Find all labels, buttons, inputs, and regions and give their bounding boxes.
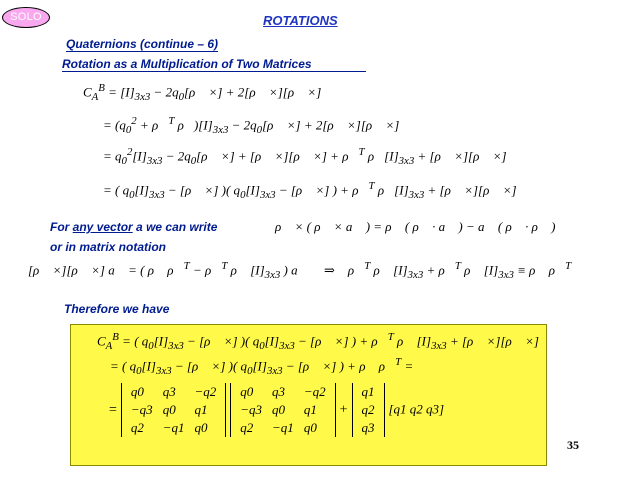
result-line-1: $C_A^B$ = ( $q_0[I]_{3x3}$ − [ρ⃗ ×] )( $q_0[I]_{3x3}$ − [ρ⃗ ×] ) + ρ⃗$^T$ ρ⃗ $[I]_{3x3}$ + [ρ⃗ ×][ρ⃗ ×] <box>97 331 539 352</box>
matrix-expression: = q0 q3 −q2 −q3 q0 q1 q2 −q1 q0 q0 q3 −q2 −q3 q0 q1 q2 −q1 q0 + q1 q2 q3 [q1 q2 q3] <box>109 384 445 435</box>
matrix-2: q0 q3 −q2 −q3 q0 q1 q2 −q1 q0 <box>230 383 335 437</box>
equation-line-2: = ($q_0^2$ + ρ⃗$^T$ $\rho⃗)[I]_{3x3}$ − $2q_0[\rho⃗$ ×] + 2[ρ⃗ ×][ρ⃗ ×] <box>103 115 400 136</box>
page-title: ROTATIONS <box>263 13 338 28</box>
vector-note: For any vector a we can write <box>50 220 218 234</box>
cross-product-identity: ρ⃗ × ( ρ⃗ × a⃗ ) = ρ⃗ ( ρ⃗ · a⃗ ) − a⃗ ( ρ⃗ · ρ⃗ ) <box>275 219 556 234</box>
row-vector: [q1 q2 q3] <box>388 401 445 417</box>
equation-line-3: = $q_0^2[I]_{3x3}$ − $2q_0[\rho⃗$ ×] + [ρ⃗ ×][ρ⃗ ×] + ρ⃗$^T$ $\rho⃗[I]_{3x3}$ + [ρ⃗ ×][ρ⃗ ×] <box>103 146 507 167</box>
solo-logo: SOLO <box>2 7 50 28</box>
section-heading: Quaternions (continue – 6) <box>66 37 219 51</box>
column-vector: q1 q2 q3 <box>352 383 385 437</box>
subsection-heading: Rotation as a Multiplication of Two Matrices <box>62 57 366 72</box>
equation-line-4: = ( $q_0[I]_{3x3}$ − [ρ⃗ ×] )( $q_0[I]_{3x3}$ − [ρ⃗ ×] ) + ρ⃗$^T$ $\rho⃗[I]_{3x3}$ + [ρ⃗ ×][ρ⃗ ×] <box>103 180 517 201</box>
therefore-note: Therefore we have <box>64 302 170 316</box>
matrix-1: q0 q3 −q2 −q3 q0 q1 q2 −q1 q0 <box>121 383 226 437</box>
page-number: 35 <box>567 438 579 452</box>
matrix-identity: [ρ⃗ ×][ρ⃗ ×] a⃗ = ( ρ⃗ ρ⃗$^T$ − ρ⃗$^T$ ρ⃗ $[I]_{3x3}$ ) a⃗ ⇒ ρ⃗$^T$ ρ⃗ $[I]_{3x3}$ + ρ⃗$^T$ ρ⃗ $[I]_{3x3}$ ≡ ρ⃗ ρ⃗$^T$ <box>28 260 572 281</box>
result-line-2: = ( $q_0[I]_{3x3}$ − [ρ⃗ ×] )( $q_0[I]_{3x3}$ − [ρ⃗ ×] ) + ρ⃗ ρ⃗$^T$ = <box>110 356 414 377</box>
equals-sign: = <box>109 402 117 418</box>
equation-line-1: $C_A^B = [I]_{3x3}$ − $2q_0[\rho⃗$ ×] + 2[ρ⃗ ×][ρ⃗ ×] <box>83 82 322 103</box>
matrix-note: or in matrix notation <box>50 240 167 254</box>
